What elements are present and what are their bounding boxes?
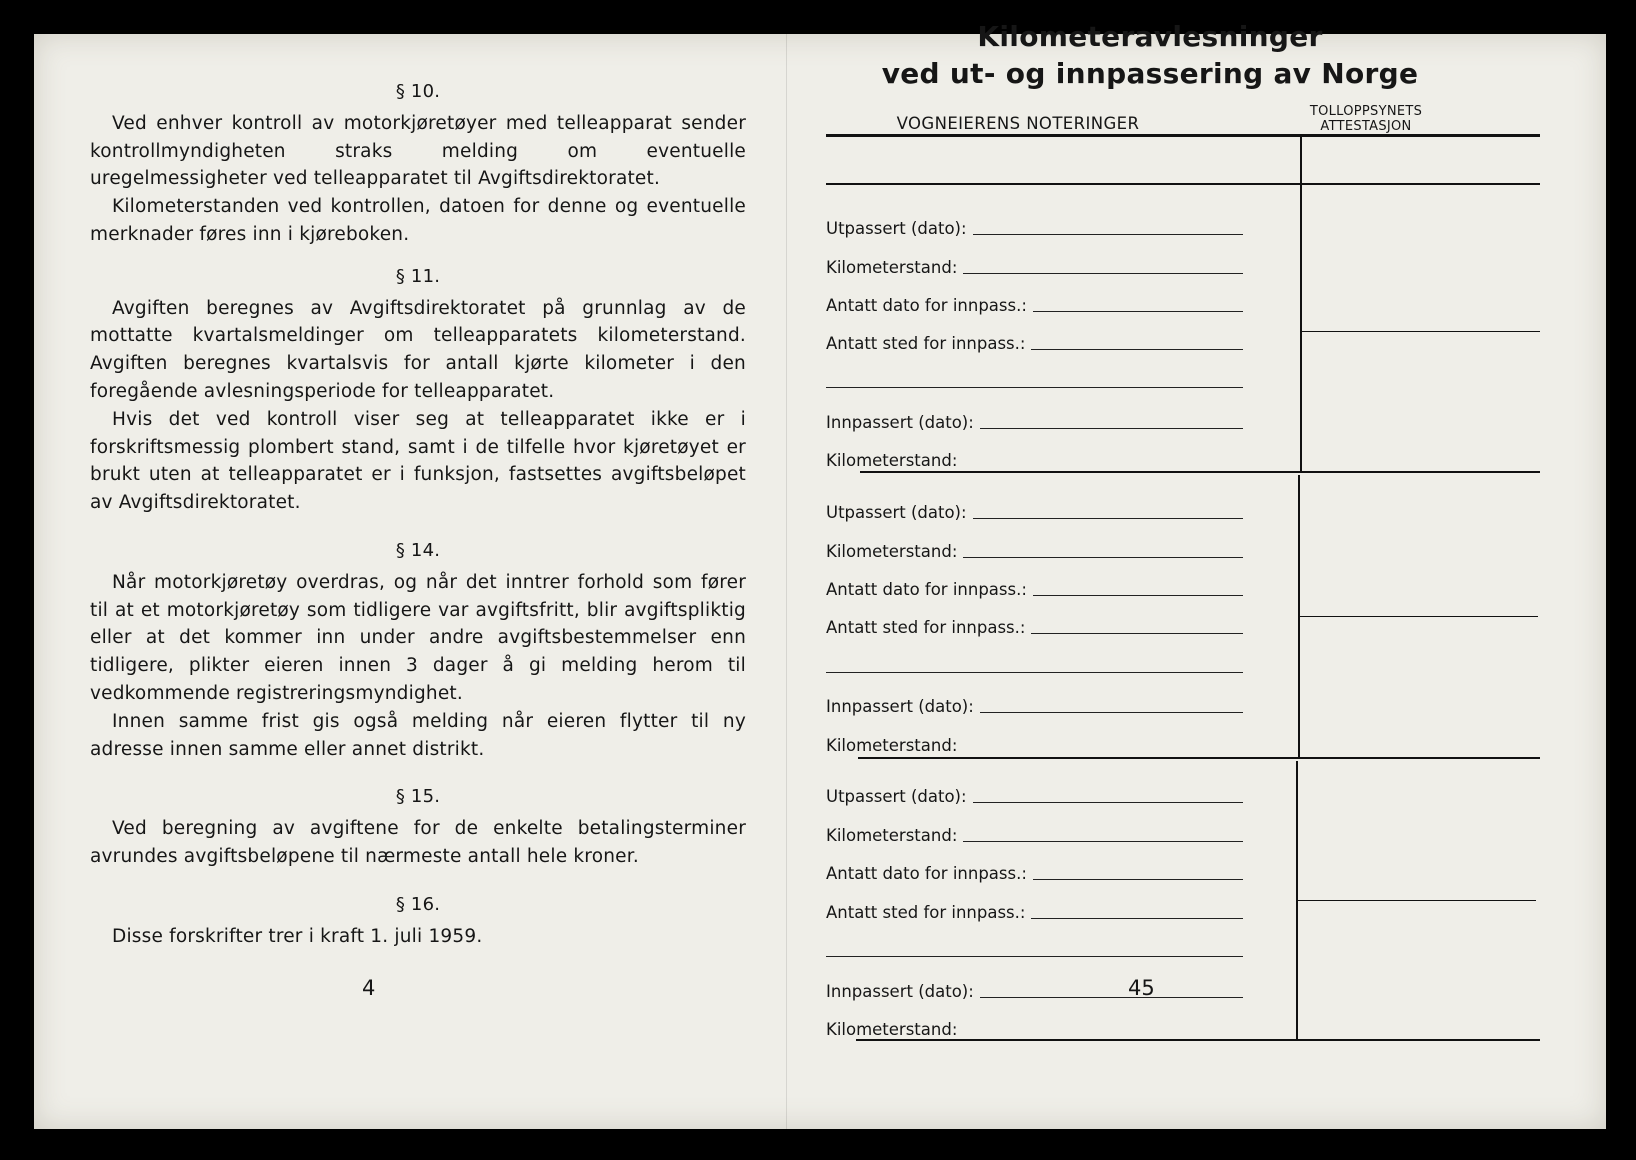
attest-line <box>1298 900 1536 901</box>
field-antatt-dato[interactable] <box>826 573 1243 599</box>
field-antatt-dato[interactable] <box>826 857 1243 883</box>
field-label: Antatt dato for innpass.: <box>826 580 1027 599</box>
fill-line[interactable] <box>980 712 1243 713</box>
field-label: Kilometerstand: <box>826 542 958 561</box>
field-blank-line[interactable] <box>826 365 1243 391</box>
fill-line[interactable] <box>963 841 1243 842</box>
header-line: TOLLOPPSYNETS <box>1309 104 1423 119</box>
fill-line[interactable] <box>1031 918 1243 919</box>
field-label: Utpassert (dato): <box>826 503 967 522</box>
field-innpassert[interactable] <box>826 690 1243 716</box>
paragraph: Ved enhver kontroll av motorkjøretøyer med telleapparat sender kontrollmyndigheten straks melding om eventuelle uregelmessigheter ved telleapparatet til Avgiftsdirektoratet. <box>90 112 746 190</box>
paragraph: Kilometerstanden ved kontrollen, datoen for denne og eventuelle merknader føres inn i kjøreboken. <box>90 196 746 245</box>
fill-line[interactable] <box>1033 879 1243 880</box>
fill-line[interactable] <box>1031 633 1243 634</box>
paragraph: Når motorkjøretøy overdras, og når det inntrer forhold som fører til at et motorkjøretøy som tidligere var avgiftsfritt, blir avgiftspliktig eller at det kommer inn under andre avgiftsbestemmelser enn tidligere, plikter eieren innen 3 dager å gi melding herom til vedkommende registreringsmyndighet. <box>90 571 746 704</box>
field-kilometerstand[interactable] <box>826 535 1243 561</box>
fill-line[interactable] <box>973 802 1243 803</box>
paragraph: Disse forskrifter trer i kraft 1. juli 1959. <box>112 925 483 947</box>
field-label: Kilometerstand: <box>826 451 958 470</box>
attest-line <box>1302 331 1540 332</box>
field-label: Kilometerstand: <box>826 826 958 845</box>
field-kilometerstand[interactable] <box>826 819 1243 845</box>
field-utpassert[interactable] <box>826 212 1243 238</box>
column-header-owner: VOGNEIERENS NOTERINGER <box>896 114 1140 133</box>
field-label: Antatt sted for innpass.: <box>826 618 1026 637</box>
fill-line[interactable] <box>980 428 1243 429</box>
fill-line[interactable] <box>826 387 1243 388</box>
attest-line <box>1300 616 1538 617</box>
field-kilometerstand-inn[interactable] <box>826 444 1243 470</box>
fill-line[interactable] <box>826 672 1243 673</box>
fill-line[interactable] <box>973 518 1243 519</box>
page-fold <box>786 34 787 1129</box>
header-divider <box>1300 137 1302 183</box>
left-page-text <box>90 78 746 950</box>
column-header-customs <box>1258 104 1474 134</box>
paragraph: Hvis det ved kontroll viser seg at telleapparatet ikke er i forskriftsmessig plombert stand, samt i de tilfelle hvor kjøretøyet er brukt uten at telleapparatet er i funksjon, fastsettes avgiftsbeløpet av Avgiftsdirektoratet. <box>90 408 746 514</box>
field-label: Antatt sted for innpass.: <box>826 903 1026 922</box>
header-bottom-rule <box>826 183 1540 185</box>
section-heading: § 16. <box>395 893 441 915</box>
table-top-rule <box>826 134 1540 137</box>
paragraph: Avgiften beregnes av Avgiftsdirektoratet på grunnlag av de mottatte kvartalsmeldinger om telleapparatets kilometerstand. Avgiften beregnes kvartalsvis for antall kjørte kilometer i den foregående avlesningsperiode for telleapparatet. <box>90 297 746 402</box>
field-label: Antatt dato for innpass.: <box>826 296 1027 315</box>
field-kilometerstand-inn[interactable] <box>826 1013 1243 1039</box>
field-utpassert[interactable] <box>826 496 1243 522</box>
title-line-2: ved ut- og innpassering av Norge <box>881 57 1419 90</box>
fill-line[interactable] <box>963 273 1243 274</box>
field-antatt-sted[interactable] <box>826 896 1243 922</box>
column-divider <box>1300 185 1302 471</box>
form-title <box>800 18 1500 92</box>
field-blank-line[interactable] <box>826 650 1243 676</box>
field-label: Utpassert (dato): <box>826 787 967 806</box>
page-number-left: 4 <box>362 976 376 1000</box>
fill-line[interactable] <box>1033 595 1243 596</box>
field-utpassert[interactable] <box>826 780 1243 806</box>
title-line-1: Kilometeravlesninger <box>977 20 1323 53</box>
field-kilometerstand[interactable] <box>826 251 1243 277</box>
header-line: ATTESTASJON <box>1320 119 1412 134</box>
fill-line[interactable] <box>980 997 1243 998</box>
block-separator <box>856 1039 1540 1041</box>
paragraph: Innen samme frist gis også melding når eieren flytter til ny adresse innen samme eller annet distrikt. <box>90 710 746 760</box>
section-heading: § 11. <box>395 265 441 287</box>
field-antatt-sted[interactable] <box>826 611 1243 637</box>
paragraph: Ved beregning av avgiftene for de enkelte betalingsterminer avrundes avgiftsbeløpene til nærmeste antall hele kroner. <box>90 818 746 867</box>
field-blank-line[interactable] <box>826 934 1243 960</box>
field-antatt-dato[interactable] <box>826 289 1243 315</box>
field-label: Innpassert (dato): <box>826 413 974 432</box>
block-separator <box>858 757 1540 759</box>
fill-line[interactable] <box>973 234 1243 235</box>
field-innpassert[interactable] <box>826 406 1243 432</box>
field-label: Utpassert (dato): <box>826 219 967 238</box>
block-separator <box>860 471 1540 473</box>
field-label: Innpassert (dato): <box>826 697 974 716</box>
section-heading: § 10. <box>395 81 441 102</box>
field-label: Kilometerstand: <box>826 1020 958 1039</box>
fill-line[interactable] <box>1033 311 1243 312</box>
field-label: Kilometerstand: <box>826 258 958 277</box>
page-number-right: 45 <box>1128 976 1155 1000</box>
fill-line[interactable] <box>963 557 1243 558</box>
field-label: Kilometerstand: <box>826 736 958 755</box>
field-label: Antatt dato for innpass.: <box>826 864 1027 883</box>
section-heading: § 15. <box>395 786 441 808</box>
field-label: Antatt sted for innpass.: <box>826 334 1026 353</box>
field-antatt-sted[interactable] <box>826 327 1243 353</box>
fill-line[interactable] <box>1031 349 1243 350</box>
fill-line[interactable] <box>826 956 1243 957</box>
field-label: Innpassert (dato): <box>826 982 974 1001</box>
field-kilometerstand-inn[interactable] <box>826 729 1243 755</box>
field-innpassert[interactable] <box>826 975 1243 1001</box>
section-heading: § 14. <box>395 539 441 561</box>
